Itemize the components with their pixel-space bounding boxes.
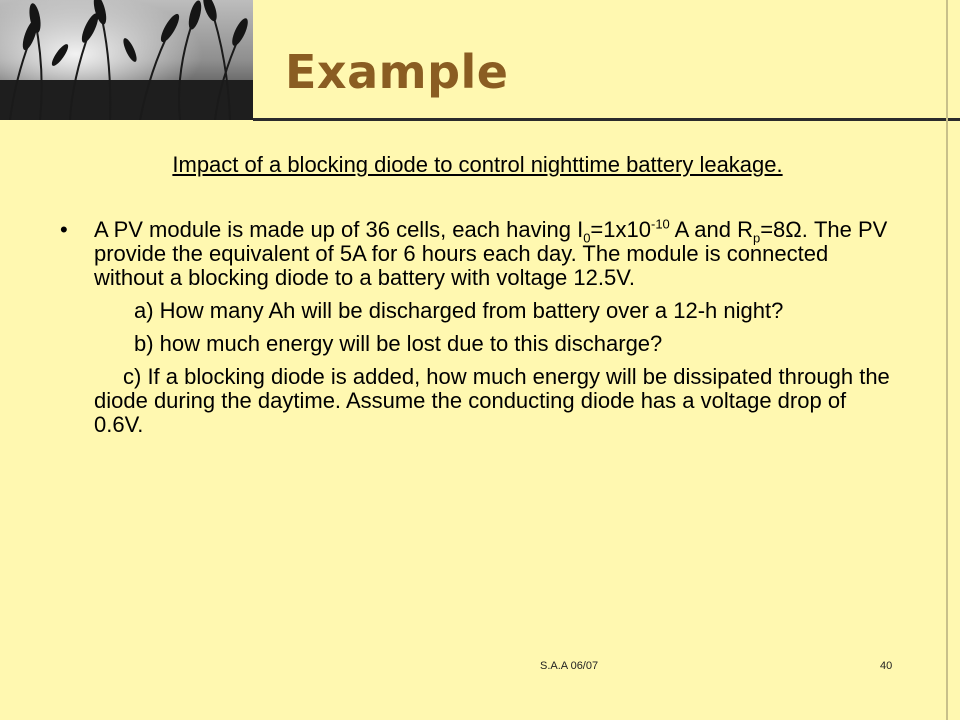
question-c: c) If a blocking diode is added, how much energy will be dissipated through the diode during the daytime. Assume the conducting diode has a voltage drop of 0.6V. — [94, 364, 890, 437]
bullet-icon: • — [60, 217, 68, 242]
footer-label: S.A.A 06/07 — [540, 660, 599, 672]
superscript: -10 — [650, 216, 670, 232]
subscript: p — [752, 230, 761, 246]
question-c-wrap — [94, 365, 890, 437]
right-border — [946, 0, 948, 720]
slide-body — [60, 218, 890, 437]
text-run: =8Ω. The PV provide the equivalent of 5A for 6 hours each day. The module is connected without a blocking diode to a battery with voltage 12.5V. — [94, 217, 888, 290]
slide-title: Example — [285, 45, 509, 99]
text-run: A and R — [669, 217, 753, 242]
slide-subtitle: Impact of a blocking diode to control nighttime battery leakage. — [172, 152, 783, 177]
title-divider — [253, 118, 960, 121]
page-number: 40 — [880, 660, 893, 672]
text-run: A PV module is made up of 36 cells, each having I — [94, 217, 584, 242]
problem-statement — [94, 218, 890, 437]
question-a: a) How many Ah will be discharged from battery over a 12-h night? — [134, 298, 784, 323]
text-run: =1x10 — [590, 217, 651, 242]
subscript: 0 — [583, 230, 591, 246]
question-b: b) how much energy will be lost due to this discharge? — [134, 331, 663, 356]
wheat-photo — [0, 0, 253, 120]
